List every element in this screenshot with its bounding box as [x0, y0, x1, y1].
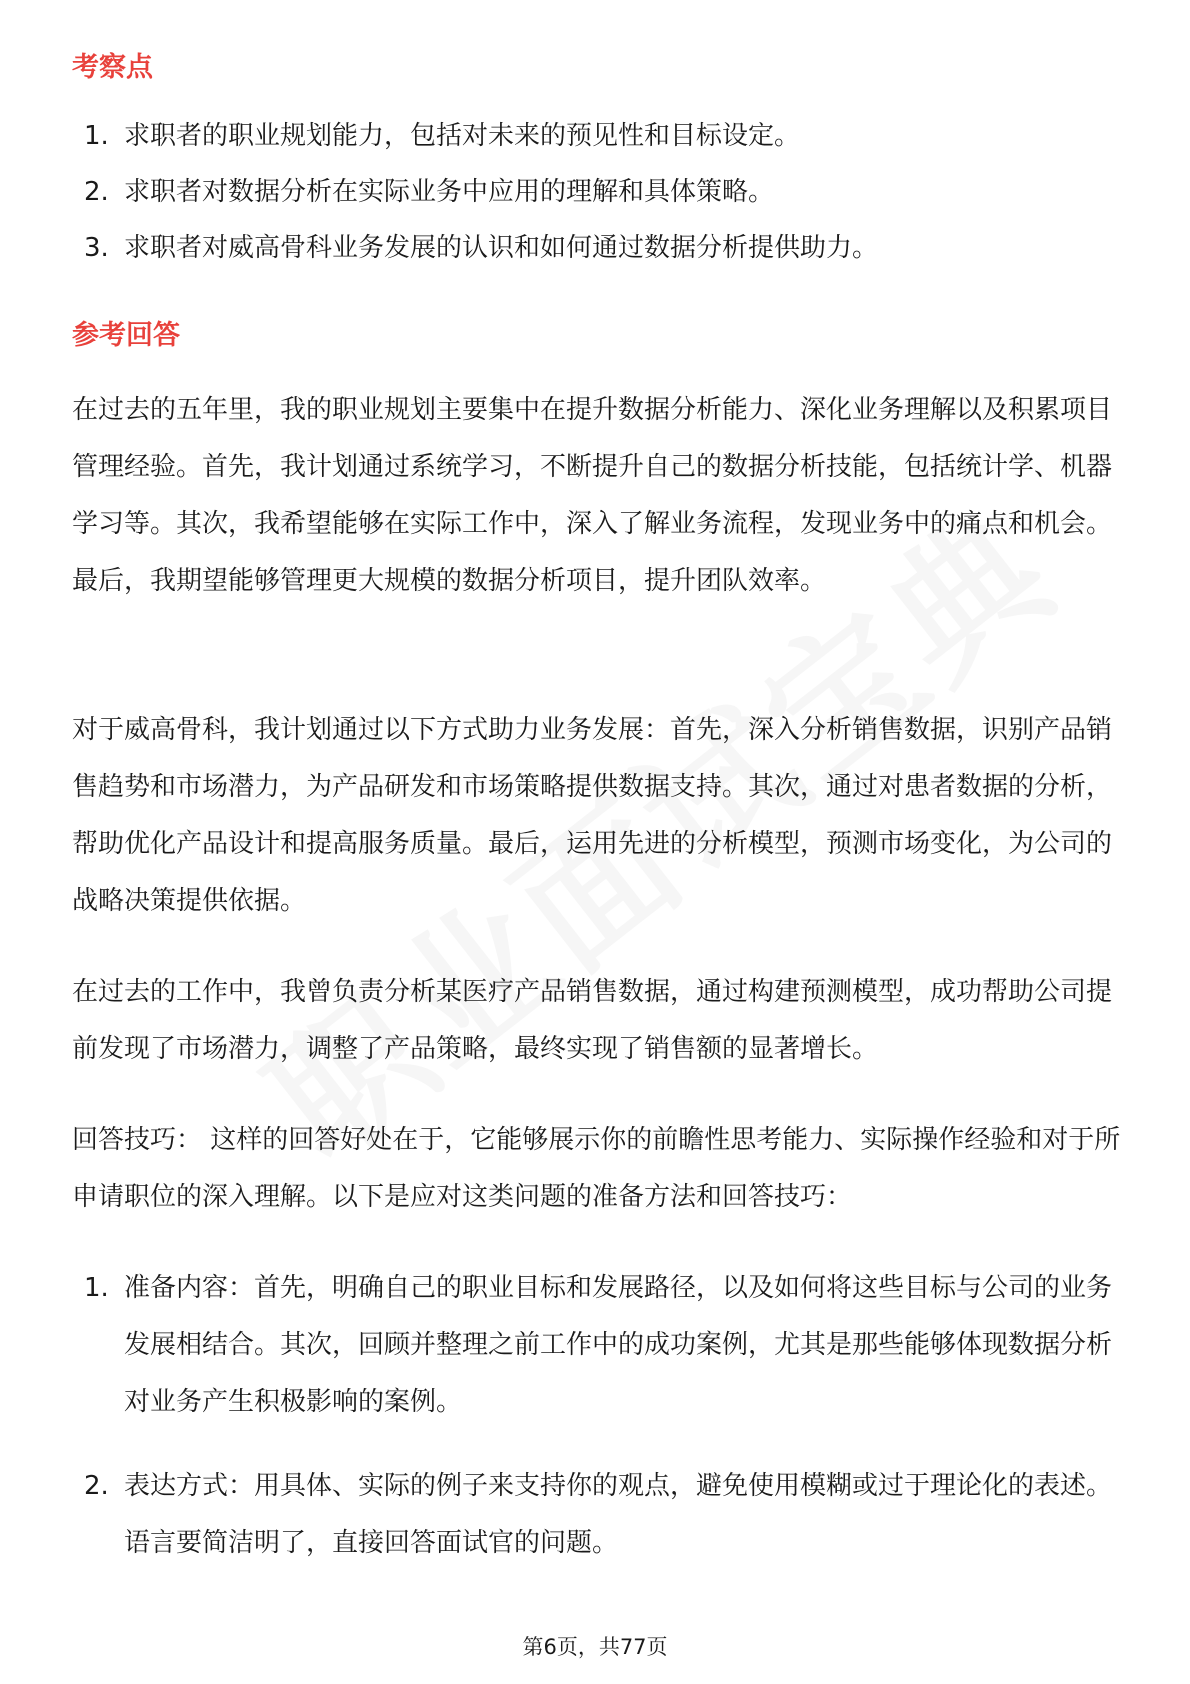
- list-item-text: 求职者对数据分析在实际业务中应用的理解和具体策略。: [124, 177, 775, 207]
- list-item: [84, 1260, 1124, 1431]
- answer-paragraph: 在过去的工作中，我曾负责分析某医疗产品销售数据，通过构建预测模型，成功帮助公司提前发现了市场潜力，调整了产品策略，最终实现了销售额的显著增长。: [72, 977, 1113, 1064]
- list-item: [84, 164, 1124, 220]
- list-item: [84, 1458, 1124, 1572]
- list-item-number: 1.: [84, 1273, 109, 1303]
- list-item: [84, 108, 1124, 164]
- page-number: 第6页，共77页: [522, 1635, 668, 1659]
- list-item-number: 2.: [84, 1471, 109, 1501]
- answer-tips-paragraph: 回答技巧： 这样的回答好处在于，它能够展示你的前瞻性思考能力、实际操作经验和对于所申请职位的深入理解。以下是应对这类问题的准备方法和回答技巧：: [72, 1125, 1121, 1212]
- answer-paragraph: 在过去的五年里，我的职业规划主要集中在提升数据分析能力、深化业务理解以及积累项目管理经验。首先，我计划通过系统学习，不断提升自己的数据分析技能，包括统计学、机器学习等。其次，我希望能够在实际工作中，深入了解业务流程，发现业务中的痛点和机会。最后，我期望能够管理更大规模的数据分析项目，提升团队效率。: [72, 395, 1113, 596]
- list-item: [84, 220, 1124, 276]
- answer-paragraph: 对于威高骨科，我计划通过以下方式助力业务发展：首先，深入分析销售数据，识别产品销售趋势和市场潜力，为产品研发和市场策略提供数据支持。其次，通过对患者数据的分析，帮助优化产品设计和提高服务质量。最后，运用先进的分析模型，预测市场变化，为公司的战略决策提供依据。: [72, 715, 1113, 916]
- list-item-number: 3.: [84, 233, 109, 263]
- list-item-text: 求职者对威高骨科业务发展的认识和如何通过数据分析提供助力。: [124, 233, 879, 263]
- section-title-reference-answer: 参考回答: [72, 320, 180, 351]
- list-item-text: 表达方式：用具体、实际的例子来支持你的观点，避免使用模糊或过于理论化的表述。语言要简洁明了，直接回答面试官的问题。: [124, 1471, 1113, 1558]
- list-item-number: 2.: [84, 177, 109, 207]
- list-item-number: 1.: [84, 121, 109, 151]
- list-item-text: 求职者的职业规划能力，包括对未来的预见性和目标设定。: [124, 121, 801, 151]
- list-item-text: 准备内容：首先，明确自己的职业目标和发展路径，以及如何将这些目标与公司的业务发展相结合。其次，回顾并整理之前工作中的成功案例，尤其是那些能够体现数据分析对业务产生积极影响的案例。: [124, 1273, 1113, 1417]
- section-title-evaluation-points: 考察点: [72, 52, 153, 83]
